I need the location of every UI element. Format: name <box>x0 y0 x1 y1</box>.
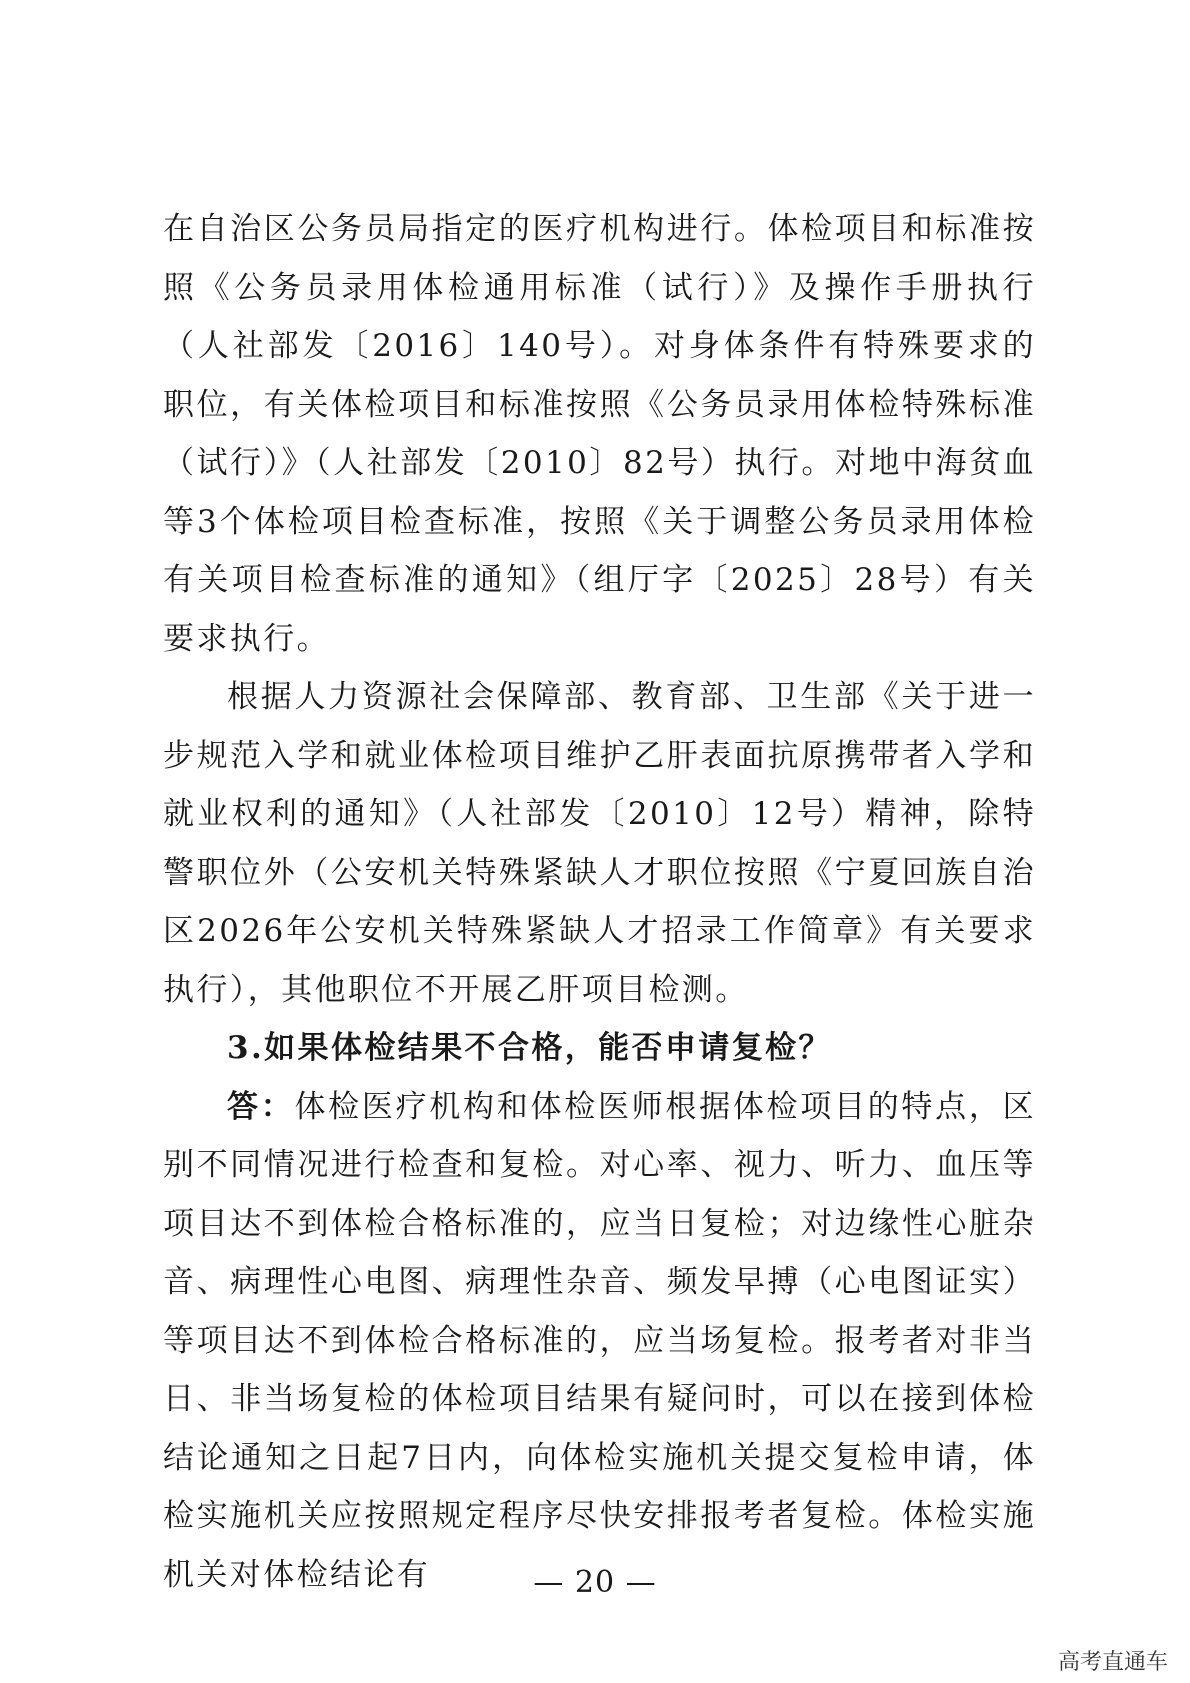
paragraph-continuation: 在自治区公务员局指定的医疗机构进行。体检项目和标准按照《公务员录用体检通用标准（试行）》及操作手册执行（人社部发〔2016〕140号）。对身体条件有特殊要求的职位，有关体检项目和标准按照《公务员录用体检特殊标准（试行）》（人社部发〔2010〕82号）执行。对地中海贫血等3个体检项目检查标准，按照《关于调整公务员录用体检有关项目检查标准的通知》（组厅字〔2025〕28号）有关要求执行。 <box>163 211 1036 657</box>
question-heading: 3.如果体检结果不合格，能否申请复检？ <box>227 1030 832 1066</box>
page-number: — 20 — <box>533 1565 657 1600</box>
answer-paragraph <box>163 1078 1036 1605</box>
answer-text: 体检医疗机构和体检医师根据体检项目的特点，区别不同情况进行检查和复检。对心率、视力、听力、血压等项目达不到体检合格标准的，应当日复检；对边缘性心脏杂音、病理性心电图、病理性杂音、频发早搏（心电图证实）等项目达不到体检合格标准的，应当场复检。报考者对非当日、非当场复检的体检项目结果有疑问时，可以在接到体检结论通知之日起7日内，向体检实施机关提交复检申请，体检实施机关应按照规定程序尽快安排报考者复检。体检实施机关对体检结论有 <box>163 1088 1036 1593</box>
document-body <box>163 200 1036 1604</box>
paragraph-hepatitis-b: 根据人力资源社会保障部、教育部、卫生部《关于进一步规范入学和就业体检项目维护乙肝表面抗原携带者入学和就业权利的通知》（人社部发〔2010〕12号）精神，除特警职位外（公安机关特殊紧缺人才职位按照《宁夏回族自治区2026年公安机关特殊紧缺人才招录工作简章》有关要求执行），其他职位不开展乙肝项目检测。 <box>163 679 1036 1008</box>
watermark: 高考直通车 <box>1057 1650 1168 1675</box>
answer-label: 答： <box>227 1088 295 1125</box>
